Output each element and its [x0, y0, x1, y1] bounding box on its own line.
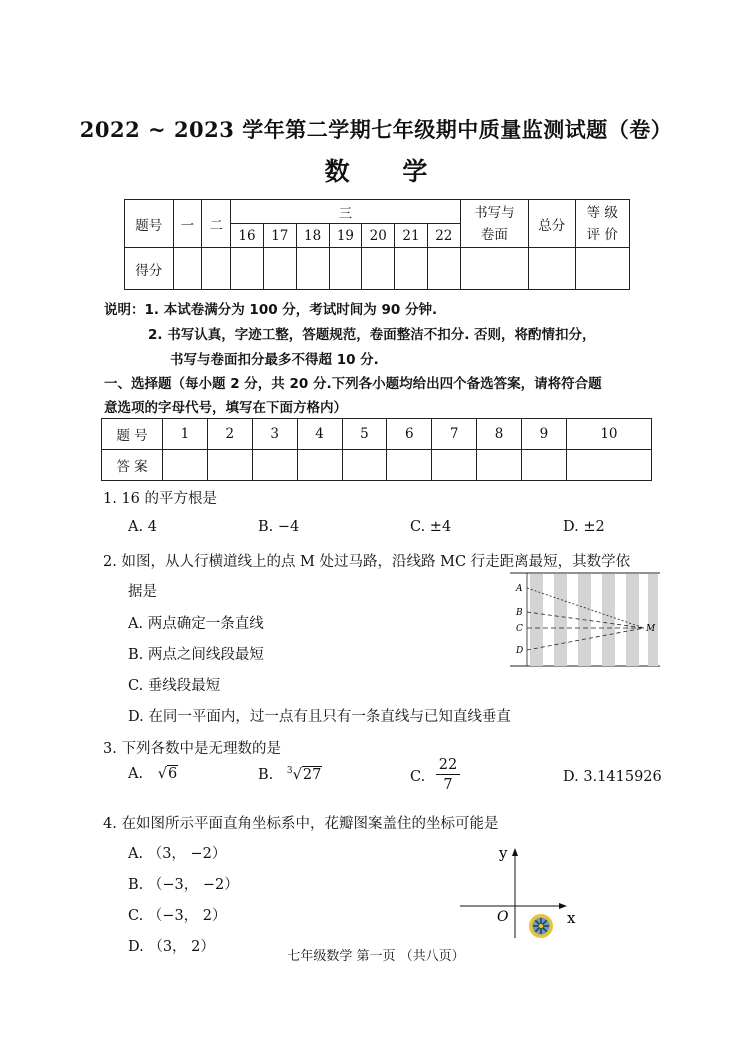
q2-option-c: C. 垂线段最短 [128, 678, 221, 694]
score-cell[interactable] [202, 248, 231, 290]
score-header-zongfen: 总分 [528, 200, 575, 248]
q4-coordinate-figure [455, 838, 595, 938]
answer-cell[interactable] [297, 450, 342, 481]
score-header-shuxie-line1: 书写与 [474, 204, 515, 221]
q4-axis-y-label: y [499, 844, 508, 862]
score-header-num: 21 [395, 224, 428, 248]
answer-header-num: 1 [163, 419, 208, 450]
score-header-shuxie [460, 200, 528, 248]
flower-icon [529, 914, 553, 938]
answer-header-num: 10 [566, 419, 651, 450]
q3-option-c-label: C. [410, 769, 426, 785]
score-header-yi: 一 [173, 200, 202, 248]
answer-row-label: 答 案 [102, 450, 163, 481]
score-header-dengji-line2: 评 价 [586, 226, 618, 243]
q4-option-b: B. （−3， −2） [128, 877, 239, 893]
q3-option-a-radicand: 6 [167, 766, 178, 782]
q4-origin-label: O [497, 909, 509, 925]
page-footer: 七年级数学 第一页 （共八页） [287, 949, 465, 964]
q4-stem: 4. 在如图所示平面直角坐标系中，花瓣图案盖住的坐标可能是 [103, 816, 499, 832]
score-cell[interactable] [231, 248, 264, 290]
score-cell[interactable] [173, 248, 202, 290]
answer-table [101, 418, 652, 481]
score-header-num: 20 [362, 224, 395, 248]
score-header-san: 三 [231, 200, 461, 224]
sqrt-icon: √ [157, 766, 167, 782]
q2-option-b: B. 两点之间线段最短 [128, 647, 264, 663]
score-cell[interactable] [362, 248, 395, 290]
answer-cell[interactable] [387, 450, 432, 481]
q3-option-c-fraction [436, 756, 460, 795]
answer-cell[interactable] [163, 450, 208, 481]
q3-option-c-denominator: 7 [443, 777, 453, 793]
answer-cell[interactable] [477, 450, 522, 481]
q3-option-b-label: B. [258, 766, 274, 783]
score-cell[interactable] [296, 248, 329, 290]
q2-option-a: A. 两点确定一条直线 [128, 616, 264, 632]
note-line-1: 说明：1. 本试卷满分为 100 分，考试时间为 90 分钟. [104, 302, 438, 318]
answer-header-num: 4 [297, 419, 342, 450]
sqrt-icon: √ [292, 766, 302, 783]
score-cell[interactable] [528, 248, 575, 290]
section1-line-1: 一、选择题（每小题 2 分，共 20 分.下列各小题均给出四个备选答案，请将符合题 [104, 376, 602, 392]
exam-title: 2022 ~ 2023 学年第二学期七年级期中质量监测试题（卷） [79, 117, 673, 142]
answer-cell[interactable] [342, 450, 387, 481]
answer-cell[interactable] [207, 450, 252, 481]
score-header-num: 22 [427, 224, 460, 248]
score-header-tihao: 题号 [125, 200, 174, 248]
q4-option-a: A. （3， −2） [128, 846, 227, 862]
score-header-er: 二 [202, 200, 231, 248]
q2-fig-label-a: A [516, 584, 523, 594]
q3-option-a [128, 766, 178, 782]
score-cell[interactable] [329, 248, 362, 290]
score-cell[interactable] [460, 248, 528, 290]
answer-cell[interactable] [522, 450, 567, 481]
answer-header-num: 7 [432, 419, 477, 450]
q2-fig-label-c: C [516, 624, 523, 634]
q2-option-d: D. 在同一平面内，过一点有且只有一条直线与已知直线垂直 [128, 709, 511, 725]
q2-stem-cont: 据是 [128, 584, 157, 600]
answer-cell[interactable] [252, 450, 297, 481]
q1-option-c: C. ±4 [410, 519, 452, 535]
q2-stem: 2. 如图，从人行横道线上的点 M 处过马路，沿线路 MC 行走距离最短，其数学依 [103, 554, 631, 570]
score-cell[interactable] [263, 248, 296, 290]
q3-option-b-index: 3 [286, 766, 293, 776]
q2-fig-label-d: D [516, 646, 524, 656]
answer-header-num: 8 [477, 419, 522, 450]
q4-axis-x-label: x [567, 909, 576, 927]
answer-cell[interactable] [432, 450, 477, 481]
q4-option-d: D. （3， 2） [128, 939, 215, 955]
q2-crosswalk-figure [510, 572, 660, 668]
note-line-2: 2. 书写认真，字迹工整，答题规范，卷面整洁不扣分. 否则，将酌情扣分， [148, 327, 596, 343]
q3-option-d: D. 3.1415926 [563, 769, 662, 785]
q3-option-b-radicand: 27 [302, 766, 322, 783]
score-header-num: 19 [329, 224, 362, 248]
q3-option-a-label: A. [128, 766, 144, 782]
score-table [124, 199, 630, 290]
q1-stem: 1. 16 的平方根是 [103, 491, 218, 507]
score-cell[interactable] [575, 248, 630, 290]
score-header-num: 16 [231, 224, 264, 248]
score-row-label: 得分 [125, 248, 174, 290]
score-cell[interactable] [395, 248, 428, 290]
score-cell[interactable] [427, 248, 460, 290]
q3-stem: 3. 下列各数中是无理数的是 [103, 741, 281, 757]
score-header-dengji-line1: 等 级 [586, 204, 618, 221]
score-header-shuxie-line2: 卷面 [480, 226, 508, 243]
answer-header-num: 2 [207, 419, 252, 450]
answer-header-num: 3 [252, 419, 297, 450]
q1-option-d: D. ±2 [563, 519, 605, 535]
q2-fig-label-b: B [516, 608, 523, 618]
answer-header-tihao: 题 号 [102, 419, 163, 450]
section1-line-2: 意选项的字母代号，填写在下面方格内） [104, 400, 347, 416]
q3-option-c-numerator: 22 [436, 756, 460, 775]
score-header-num: 17 [263, 224, 296, 248]
q1-option-a: A. 4 [128, 519, 157, 535]
q1-option-b: B. −4 [258, 519, 300, 535]
subject-title: 数 学 [324, 157, 450, 186]
answer-header-num: 9 [522, 419, 567, 450]
score-header-num: 18 [296, 224, 329, 248]
note-line-3: 书写与卷面扣分最多不得超 10 分. [170, 352, 379, 368]
q2-fig-label-m: M [646, 624, 656, 634]
score-header-dengji [575, 200, 630, 248]
answer-header-num: 5 [342, 419, 387, 450]
q3-option-b [258, 766, 322, 783]
q4-option-c: C. （−3， 2） [128, 908, 227, 924]
answer-cell[interactable] [566, 450, 651, 481]
answer-header-num: 6 [387, 419, 432, 450]
